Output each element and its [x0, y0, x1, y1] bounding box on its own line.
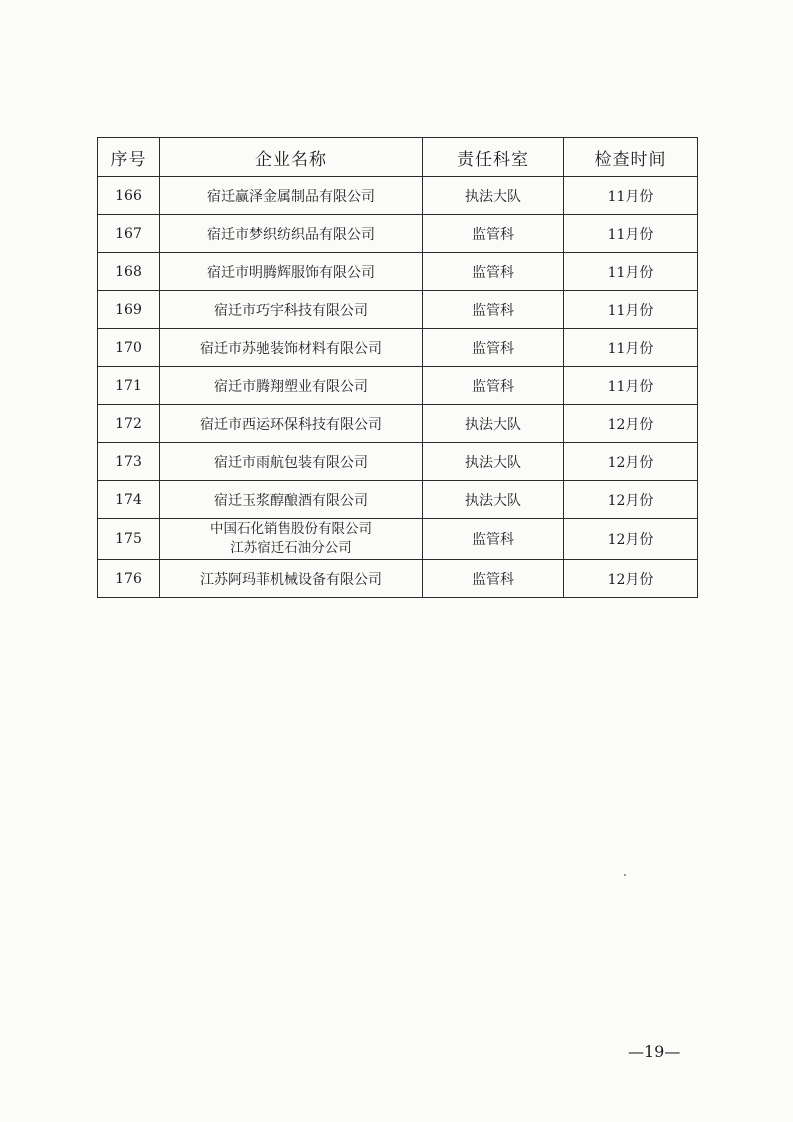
row-department: 执法大队 [423, 481, 564, 519]
row-index: 170 [98, 329, 160, 367]
inspection-schedule-table [97, 137, 698, 598]
row-company: 宿迁市巧宇科技有限公司 [160, 291, 423, 329]
row-time: 11月份 [564, 177, 698, 215]
row-time: 12月份 [564, 560, 698, 598]
row-company: 宿迁玉浆醇酿酒有限公司 [160, 481, 423, 519]
row-time: 11月份 [564, 329, 698, 367]
row-time: 12月份 [564, 405, 698, 443]
row-company: 宿迁市西运环保科技有限公司 [160, 405, 423, 443]
row-department: 监管科 [423, 253, 564, 291]
table-row [98, 405, 698, 443]
row-index: 167 [98, 215, 160, 253]
row-company-line2: 江苏宿迁石油分公司 [230, 540, 352, 556]
row-department: 执法大队 [423, 405, 564, 443]
row-time: 11月份 [564, 291, 698, 329]
table-row [98, 329, 698, 367]
header-time: 检查时间 [564, 138, 698, 177]
row-time: 12月份 [564, 481, 698, 519]
table-row [98, 367, 698, 405]
row-company: 宿迁市腾翔塑业有限公司 [160, 367, 423, 405]
row-index: 176 [98, 560, 160, 598]
row-company: 中国石化销售股份有限公司 [210, 521, 372, 537]
table-row [98, 443, 698, 481]
scan-speck [624, 874, 626, 876]
table-row [98, 560, 698, 598]
row-index: 171 [98, 367, 160, 405]
row-company: 宿迁市明腾辉服饰有限公司 [160, 253, 423, 291]
row-company: 宿迁市梦织纺织品有限公司 [160, 215, 423, 253]
page-number: —19— [628, 1042, 681, 1061]
row-time: 11月份 [564, 253, 698, 291]
table-row [98, 177, 698, 215]
row-department: 监管科 [423, 519, 564, 560]
row-department: 监管科 [423, 291, 564, 329]
row-index: 173 [98, 443, 160, 481]
header-company: 企业名称 [160, 138, 423, 177]
row-department: 监管科 [423, 367, 564, 405]
row-time: 11月份 [564, 215, 698, 253]
row-time: 11月份 [564, 367, 698, 405]
table-row [98, 253, 698, 291]
row-department: 监管科 [423, 215, 564, 253]
row-index: 169 [98, 291, 160, 329]
row-index: 166 [98, 177, 160, 215]
row-department: 监管科 [423, 329, 564, 367]
row-department: 执法大队 [423, 443, 564, 481]
row-company: 宿迁市雨航包装有限公司 [160, 443, 423, 481]
row-company: 宿迁赢泽金属制品有限公司 [160, 177, 423, 215]
table-row [98, 519, 698, 560]
header-index: 序号 [98, 138, 160, 177]
table-header-row [98, 138, 698, 177]
row-company: 江苏阿玛菲机械设备有限公司 [160, 560, 423, 598]
row-index: 174 [98, 481, 160, 519]
row-department: 监管科 [423, 560, 564, 598]
row-company-multiline [160, 519, 423, 560]
row-department: 执法大队 [423, 177, 564, 215]
table-row [98, 291, 698, 329]
table-row [98, 481, 698, 519]
row-index: 175 [98, 519, 160, 560]
row-time: 12月份 [564, 519, 698, 560]
header-department: 责任科室 [423, 138, 564, 177]
table-row [98, 215, 698, 253]
row-index: 168 [98, 253, 160, 291]
row-index: 172 [98, 405, 160, 443]
row-company: 宿迁市苏驰装饰材料有限公司 [160, 329, 423, 367]
row-time: 12月份 [564, 443, 698, 481]
